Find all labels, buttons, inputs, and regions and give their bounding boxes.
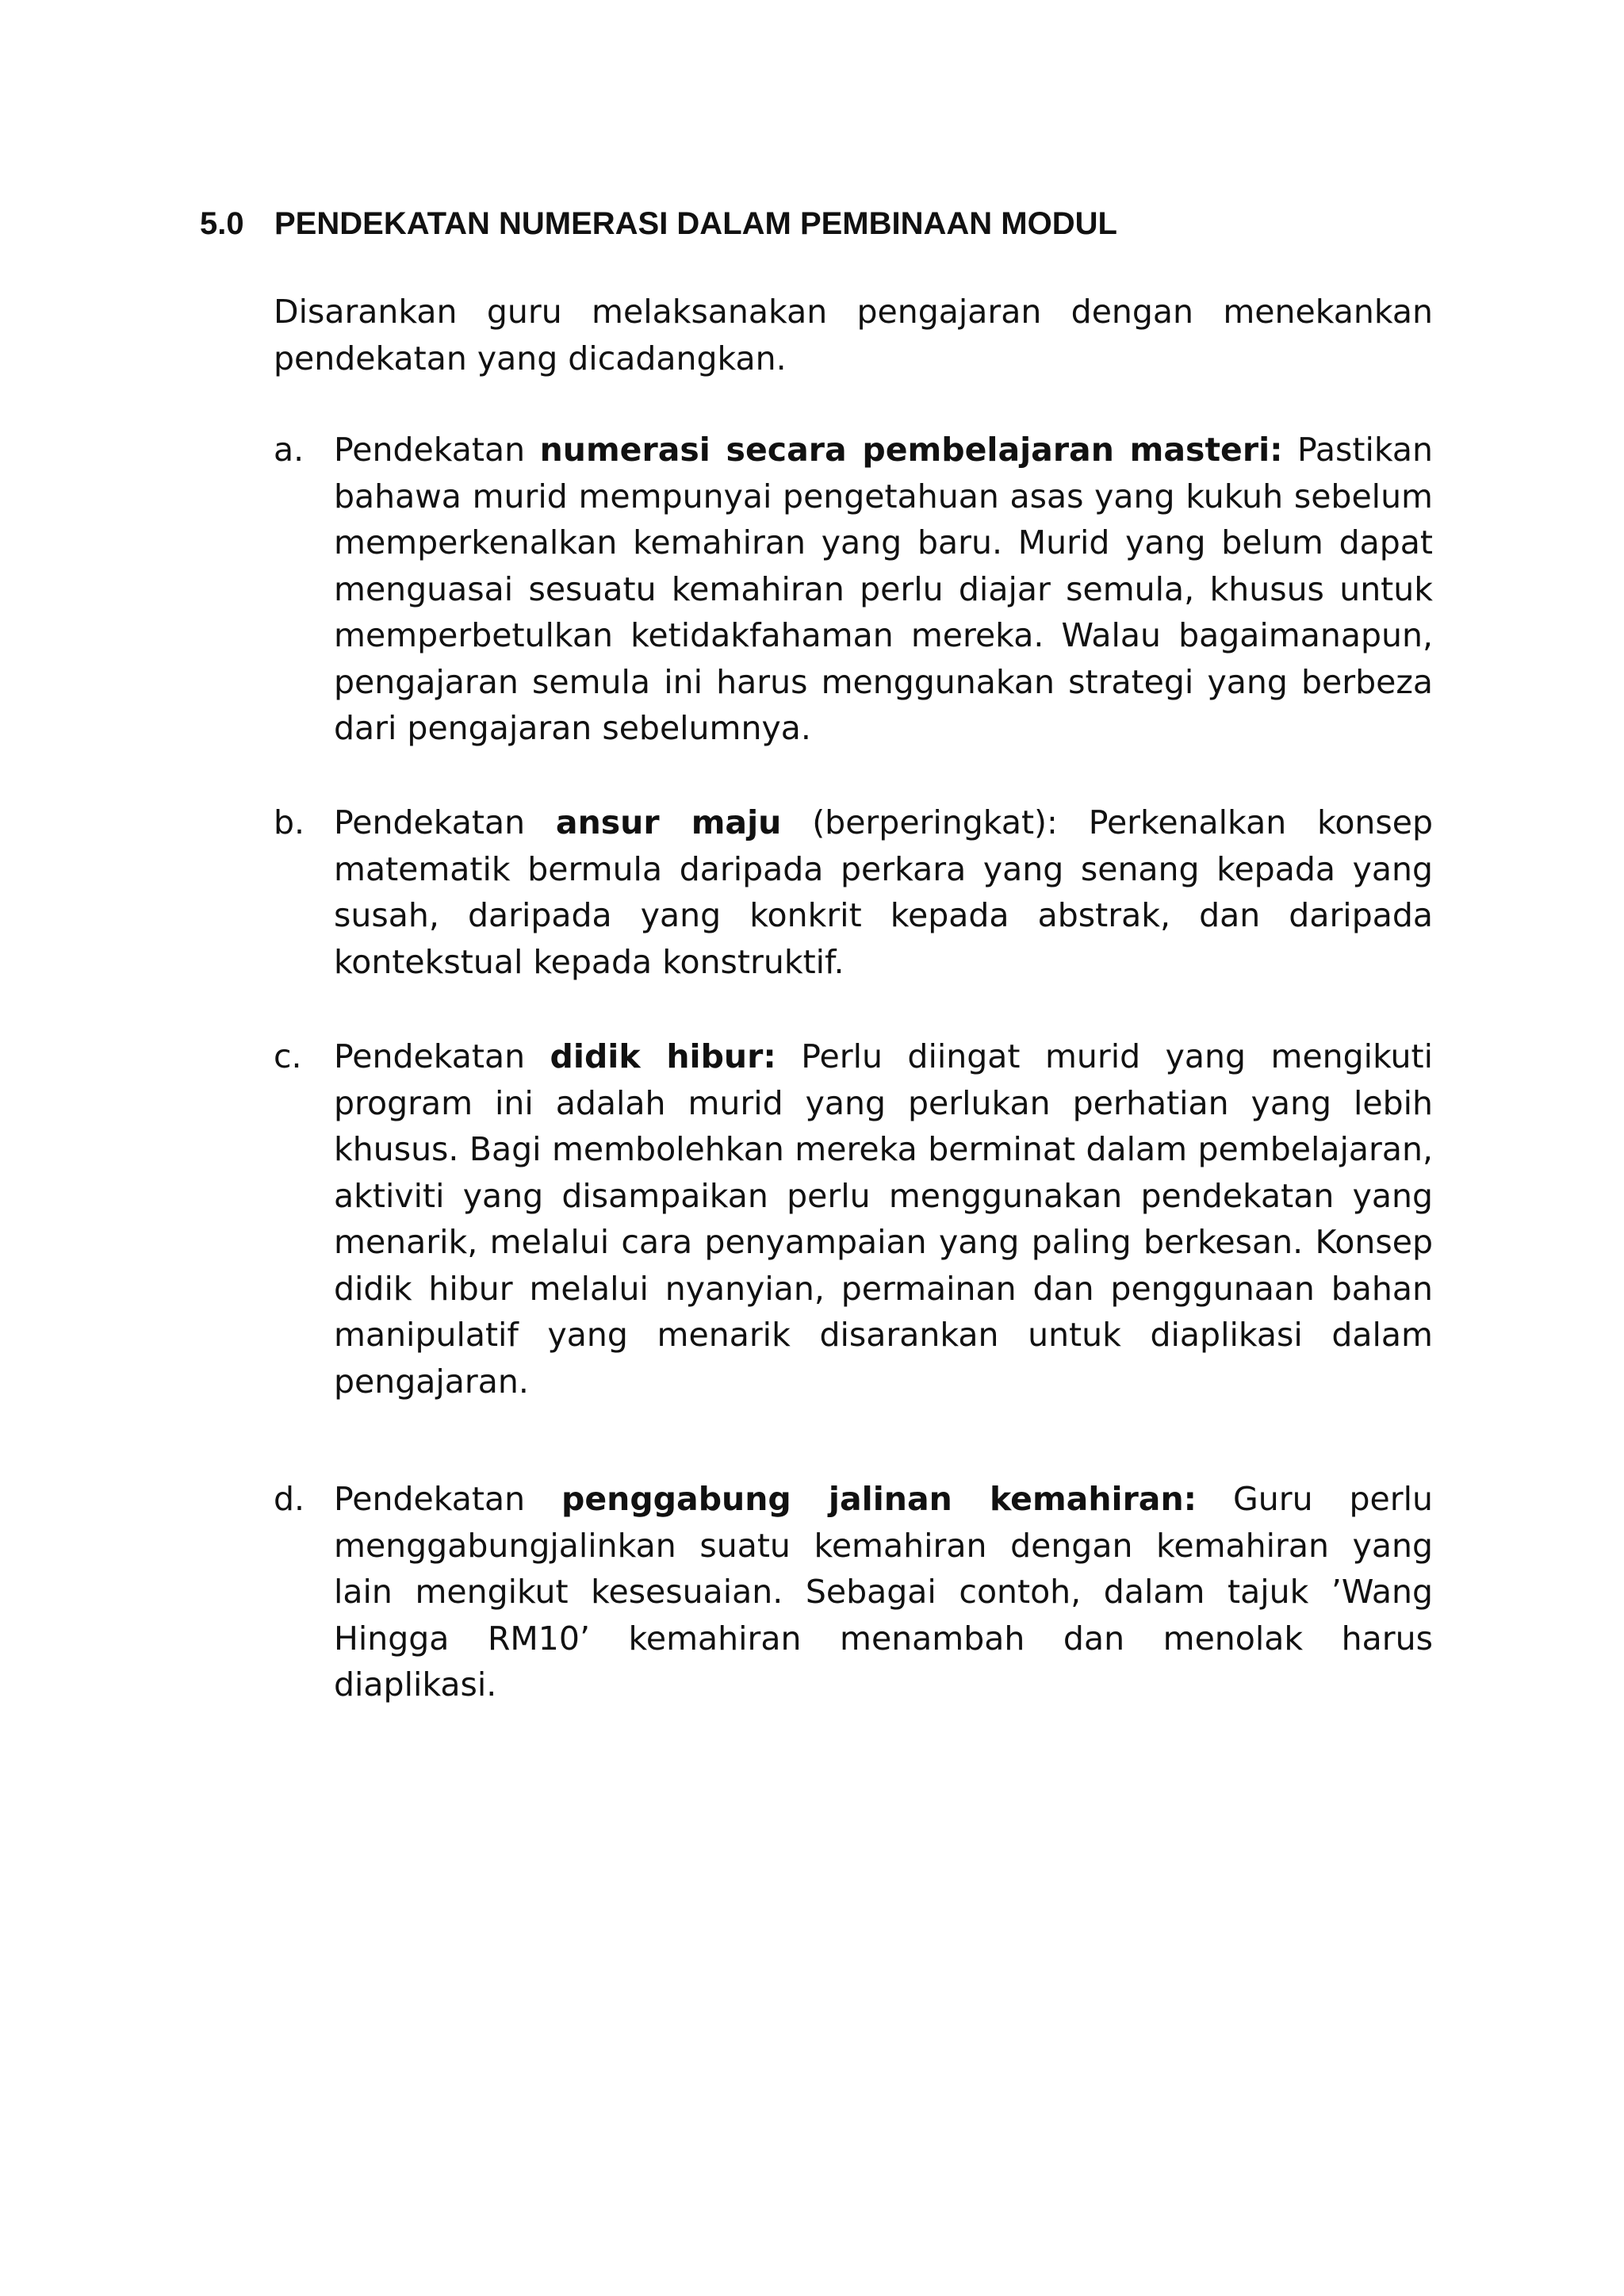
approach-lead: Pendekatan bbox=[334, 803, 556, 841]
approach-item-b bbox=[274, 799, 1433, 985]
list-marker: a. bbox=[274, 431, 304, 469]
approach-description: Guru perlu menggabungjalinkan suatu kemahiran dengan kemahiran yang lain mengikut kesesuaian. Sebagai contoh, dalam tajuk ’Wang Hingga RM10’ kemahiran menambah dan menolak harus diaplikasi. bbox=[334, 1480, 1433, 1704]
approach-item-a bbox=[274, 427, 1433, 752]
section-title: PENDEKATAN NUMERASI DALAM PEMBINAAN MODUL bbox=[274, 206, 1117, 241]
approach-name: numerasi secara pembelajaran masteri: bbox=[539, 431, 1283, 469]
intro-paragraph: Disarankan guru melaksanakan pengajaran dengan menekankan pendekatan yang dicadangkan. bbox=[274, 293, 1433, 378]
approach-text bbox=[334, 1476, 1433, 1708]
approach-name: didik hibur: bbox=[550, 1037, 776, 1075]
approach-lead: Pendekatan bbox=[334, 431, 540, 469]
approach-item-d bbox=[274, 1476, 1433, 1708]
approach-name: penggabung jalinan kemahiran: bbox=[561, 1480, 1197, 1518]
list-marker: d. bbox=[274, 1480, 305, 1518]
approach-lead: Pendekatan bbox=[334, 1037, 550, 1075]
approach-text bbox=[334, 799, 1433, 985]
list-marker: c. bbox=[274, 1037, 302, 1075]
approach-description: Perlu diingat murid yang mengikuti program ini adalah murid yang perlukan perhatian yang lebih khusus. Bagi membolehkan mereka berminat dalam pembelajaran, aktiviti yang disampaikan perlu menggunakan pendekatan yang menarik, melalui cara penyampaian yang paling berkesan. Konsep didik hibur melalui nyanyian, permainan dan penggunaan bahan manipulatif yang menarik disarankan untuk diaplikasi dalam pengajaran. bbox=[334, 1037, 1434, 1401]
section-heading bbox=[200, 200, 1469, 247]
section-number: 5.0 bbox=[200, 206, 244, 241]
approach-text bbox=[334, 427, 1433, 752]
approach-item-c bbox=[274, 1033, 1433, 1405]
approach-lead: Pendekatan bbox=[334, 1480, 561, 1518]
list-marker: b. bbox=[274, 803, 305, 841]
approach-description: (berperingkat): Perkenalkan konsep matematik bermula daripada perkara yang senang kepada yang susah, daripada yang konkrit kepada abstrak, dan daripada kontekstual kepada konstruktif. bbox=[334, 803, 1433, 981]
approach-name: ansur maju bbox=[555, 803, 782, 841]
approach-text bbox=[334, 1033, 1433, 1405]
approach-description: Pastikan bahawa murid mempunyai pengetahuan asas yang kukuh sebelum memperkenalkan kemahiran yang baru. Murid yang belum dapat menguasai sesuatu kemahiran perlu diajar semula, khusus untuk memperbetulkan ketidakfahaman mereka. Walau bagaimanapun, pengajaran semula ini harus menggunakan strategi yang berbeza dari pengajaran sebelumnya. bbox=[334, 431, 1433, 747]
